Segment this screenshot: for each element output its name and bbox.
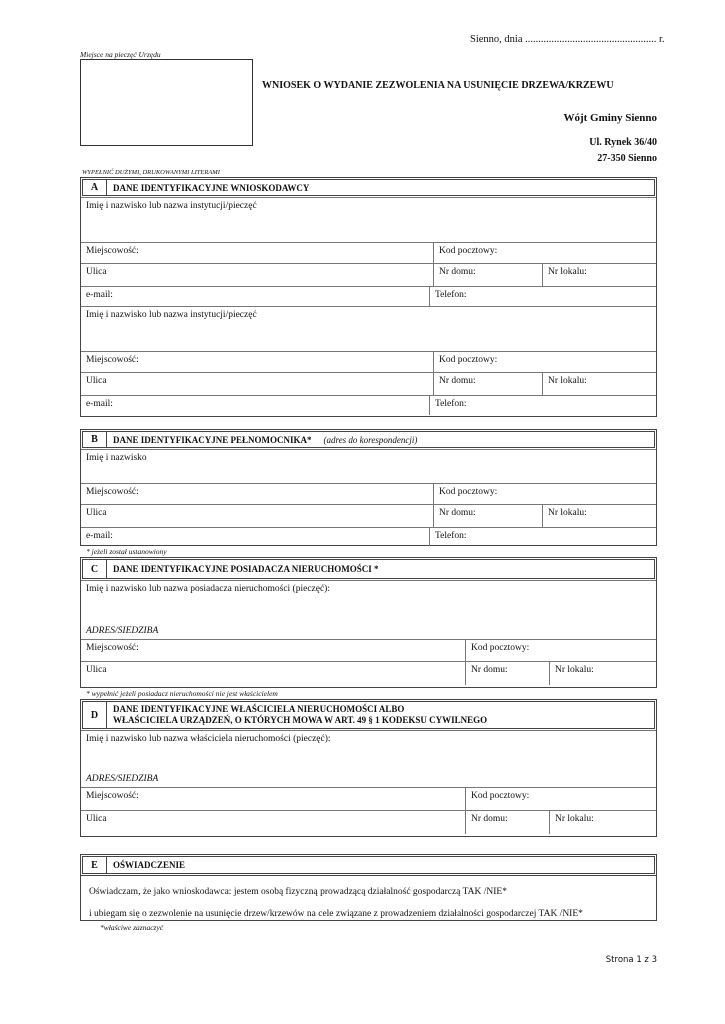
section-d-title-line1: DANE IDENTYFIKACYJNE WŁAŚCICIELA NIERUCHOMOŚCI ALBO (113, 704, 405, 714)
a2-name-row[interactable] (81, 306, 656, 351)
b-locality-row[interactable] (81, 483, 656, 504)
b-name-label: Imię i nazwisko (86, 453, 147, 463)
section-d-title (107, 704, 487, 726)
d-locality-label: Miejscowość: (86, 791, 139, 801)
section-e-footnote: *właściwe zaznaczyć (100, 923, 164, 932)
a1-phone-label: Telefon: (429, 287, 656, 306)
a2-email-row[interactable] (81, 395, 656, 415)
section-a-letter: A (83, 180, 107, 195)
c-postal-label: Kod pocztowy: (465, 640, 656, 661)
b-locality-label: Miejscowość: (86, 487, 139, 497)
d-street-row[interactable] (81, 810, 656, 834)
section-d (80, 699, 657, 837)
e-statement-line2[interactable]: i ubiegam się o zezwolenie na usunięcie drzew/krzewów na cele związane z prowadzeniem działalności gospodarczej TAK /NIE* (89, 909, 583, 919)
section-b-title: DANE IDENTYFIKACYJNE PEŁNOMOCNIKA* (113, 434, 312, 445)
addressee-name: Wójt Gminy Sienno (563, 112, 657, 124)
section-b-footnote: * jeżeli został ustanowiony (86, 547, 167, 556)
a1-street-row[interactable] (81, 263, 656, 286)
section-a-title: DANE IDENTYFIKACYJNE WNIOSKODAWCY (113, 182, 310, 193)
b-street-row[interactable] (81, 504, 656, 527)
b-name-row[interactable] (81, 449, 656, 483)
c-locality-row[interactable] (81, 639, 656, 661)
d-locality-row[interactable] (81, 787, 656, 810)
a2-house-label: Nr domu: (433, 373, 481, 395)
d-address-text: ADRES/SIEDZIBA (86, 774, 159, 784)
section-d-letter: D (83, 702, 107, 728)
a2-locality-row[interactable] (81, 351, 656, 372)
a1-house-label: Nr domu: (433, 264, 481, 286)
section-e (80, 854, 657, 921)
a2-street-label: Ulica (86, 376, 107, 386)
section-c-header (82, 559, 655, 579)
form-title: WNIOSEK O WYDANIE ZEZWOLENIA NA USUNIĘCIE DRZEWA/KRZEWU (262, 80, 614, 91)
c-name-row[interactable] (81, 580, 656, 626)
a2-phone-label: Telefon: (429, 396, 656, 415)
b-street-label: Ulica (86, 508, 107, 518)
section-b-header (82, 431, 655, 448)
section-e-title: OŚWIADCZENIE (113, 860, 186, 870)
b-email-label: e-mail: (86, 531, 113, 541)
a1-street-label: Ulica (86, 267, 107, 277)
b-phone-label: Telefon: (429, 528, 656, 546)
d-name-label: Imię i nazwisko lub nazwa właściciela nieruchomości (pieczęć): (86, 734, 331, 744)
a1-locality-label: Miejscowość: (86, 246, 139, 256)
a2-flat-label: Nr lokalu: (542, 373, 592, 395)
fill-note: WYPEŁNIĆ DUŻYMI, DRUKOWANYMI LITERAMI (82, 169, 220, 176)
a2-email-label: e-mail: (86, 399, 113, 409)
c-address-row (81, 626, 656, 639)
a1-locality-row[interactable] (81, 242, 656, 263)
a2-postal-label: Kod pocztowy: (433, 352, 656, 372)
a1-name-row[interactable] (81, 197, 656, 242)
section-b-letter: B (83, 432, 107, 447)
b-email-row[interactable] (81, 527, 656, 546)
a1-email-label: e-mail: (86, 290, 113, 300)
section-c-footnote: * wypełnić jeżeli posiadacz nieruchomości nie jest właścicielem (86, 689, 278, 698)
d-name-row[interactable] (81, 730, 656, 774)
section-b (80, 429, 657, 546)
page-number: Strona 1 z 3 (605, 955, 657, 965)
b-house-label: Nr domu: (433, 505, 481, 527)
d-address-row (81, 774, 656, 787)
addressee-street: Ul. Rynek 36/40 (589, 137, 657, 148)
c-address-label (81, 626, 163, 639)
a1-email-row[interactable] (81, 286, 656, 306)
section-e-letter: E (83, 857, 107, 873)
stamp-box (80, 59, 253, 146)
date-line: Sienno, dnia .................................................. r. (470, 34, 665, 45)
addressee-city: 27-350 Sienno (597, 153, 657, 164)
a2-street-row[interactable] (81, 372, 656, 395)
a1-flat-label: Nr lokalu: (542, 264, 592, 286)
c-address-text: ADRES/SIEDZIBA (86, 626, 159, 636)
a2-locality-label: Miejscowość: (86, 355, 139, 365)
d-house-label: Nr domu: (465, 811, 513, 834)
e-statement-line1[interactable]: Oświadczam, że jako wnioskodawca: jestem osobą fizyczną prowadzącą działalność gospodarczą TAK /NIE* (89, 887, 507, 897)
a1-postal-label: Kod pocztowy: (433, 243, 656, 263)
d-flat-label: Nr lokalu: (549, 811, 599, 834)
section-c-title: DANE IDENTYFIKACYJNE POSIADACZA NIERUCHOMOŚCI * (113, 564, 379, 574)
c-house-label: Nr domu: (465, 662, 513, 685)
section-d-header (82, 701, 655, 729)
c-street-label: Ulica (86, 665, 107, 675)
section-c (80, 557, 657, 688)
section-a-header (82, 179, 655, 196)
e-statement-row (81, 875, 656, 919)
b-flat-label: Nr lokalu: (542, 505, 592, 527)
d-address-label (81, 774, 163, 787)
c-flat-label: Nr lokalu: (549, 662, 599, 685)
a2-name-label: Imię i nazwisko lub nazwa instytucji/pieczęć (86, 310, 257, 320)
c-locality-label: Miejscowość: (86, 643, 139, 653)
section-a (80, 177, 657, 417)
section-c-letter: C (83, 560, 107, 578)
c-name-label: Imię i nazwisko lub nazwa posiadacza nieruchomości (pieczęć): (86, 584, 330, 594)
d-postal-label: Kod pocztowy: (465, 788, 656, 810)
section-b-subtitle: (adres do korespondencji) (323, 434, 418, 445)
d-street-label: Ulica (86, 814, 107, 824)
a1-name-label: Imię i nazwisko lub nazwa instytucji/pieczęć (86, 201, 257, 211)
stamp-label: Miejsce na pieczęć Urzędu (80, 50, 161, 59)
section-d-title-line2: WŁAŚCICIELA URZĄDZEŃ, O KTÓRYCH MOWA W ART. 49 § 1 KODEKSU CYWILNEGO (113, 715, 488, 725)
c-street-row[interactable] (81, 661, 656, 685)
section-e-header (82, 856, 655, 874)
b-postal-label: Kod pocztowy: (433, 484, 656, 504)
